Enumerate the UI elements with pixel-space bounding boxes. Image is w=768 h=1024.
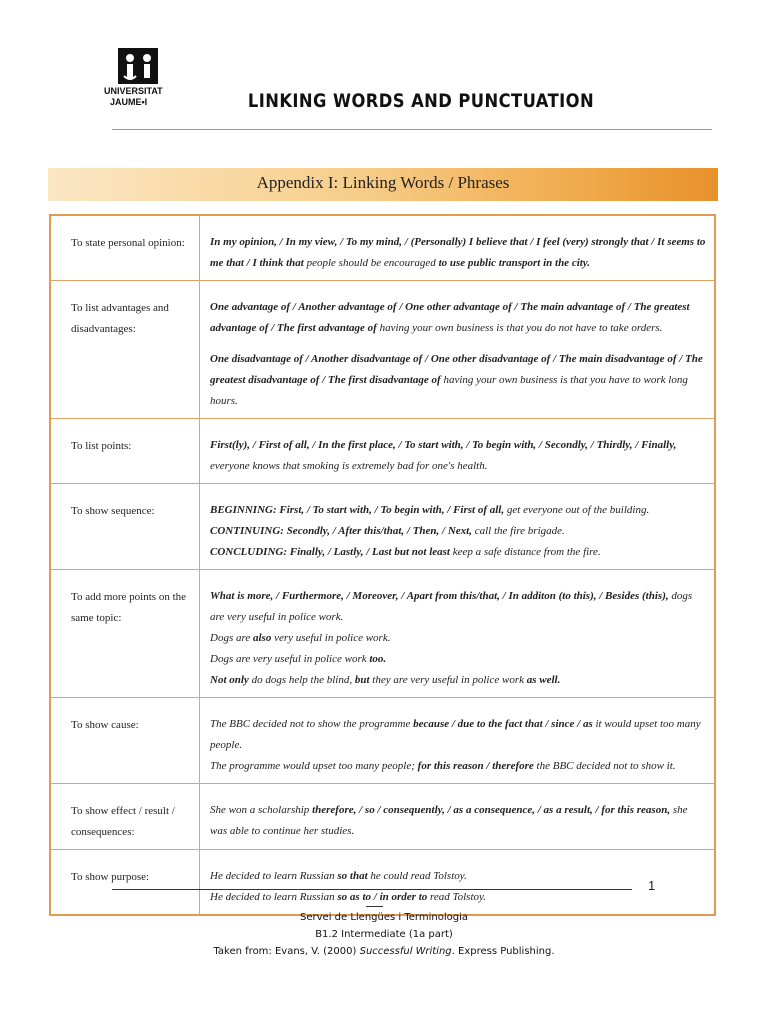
example-line bbox=[210, 435, 706, 477]
category-label: To state personal opinion: bbox=[50, 215, 200, 281]
example-text: read Tolstoy. bbox=[427, 891, 487, 903]
university-logo bbox=[104, 46, 174, 118]
example-text: people should be encouraged bbox=[303, 257, 439, 269]
example-cell bbox=[200, 698, 716, 784]
linking-phrase: CONTINUING: Secondly, / After this/that, / Then, / Next, bbox=[210, 525, 472, 537]
table-row bbox=[50, 281, 715, 419]
example-text: dogs are very useful in police work. bbox=[210, 590, 693, 623]
example-text: He decided to learn Russian bbox=[210, 891, 338, 903]
example-line bbox=[210, 887, 706, 908]
logo-line-2: JAUME•I bbox=[110, 97, 148, 107]
category-label: To list advantages and disadvantages: bbox=[50, 281, 200, 419]
footer-divider bbox=[112, 889, 632, 890]
example-cell bbox=[200, 215, 716, 281]
table-row bbox=[50, 784, 715, 850]
category-label: To list points: bbox=[50, 419, 200, 484]
page-number: 1 bbox=[648, 878, 656, 893]
footer-source bbox=[0, 946, 768, 957]
linking-phrase: One disadvantage of / Another disadvantage of / One other disadvantage of / The main disadvantage of / The greatest disadvantage of / The first disadvantage of bbox=[210, 353, 703, 386]
example-line bbox=[210, 866, 706, 887]
table-row bbox=[50, 698, 715, 784]
example-line bbox=[210, 756, 706, 777]
linking-phrase: for this reason / therefore bbox=[417, 760, 534, 772]
example-text: He decided to learn Russian bbox=[210, 870, 338, 882]
example-cell bbox=[200, 484, 716, 570]
example-line bbox=[210, 586, 706, 628]
linking-phrase: CONCLUDING: Finally, / Lastly, / Last but not least bbox=[210, 546, 450, 558]
logo-line-1: UNIVERSITAT bbox=[104, 86, 163, 96]
example-text: The BBC decided not to show the programme bbox=[210, 718, 414, 730]
footer-short-divider bbox=[366, 906, 383, 907]
linking-phrase: but bbox=[354, 674, 370, 686]
example-text: get everyone out of the building. bbox=[504, 504, 650, 516]
appendix-banner bbox=[48, 168, 718, 201]
example-line bbox=[210, 349, 706, 412]
example-text: very useful in police work. bbox=[271, 632, 391, 644]
example-text: he could read Tolstoy. bbox=[367, 870, 467, 882]
linking-phrase: too. bbox=[369, 653, 387, 665]
category-label: To show sequence: bbox=[50, 484, 200, 570]
footer-department: Servei de Llengües i Terminologia bbox=[300, 912, 468, 923]
linking-phrase: to use public transport in the city. bbox=[438, 257, 591, 269]
university-logo-icon bbox=[116, 46, 160, 86]
example-line bbox=[210, 649, 706, 670]
category-label: To show purpose: bbox=[50, 850, 200, 916]
example-text: they are very useful in police work bbox=[369, 674, 527, 686]
footer-source-suffix: . Express Publishing. bbox=[451, 946, 555, 957]
example-text: do dogs help the blind, bbox=[248, 674, 355, 686]
linking-phrase: therefore, / so / consequently, / as a consequence, / as a result, / for this reason, bbox=[312, 804, 671, 816]
example-text: keep a safe distance from the fire. bbox=[449, 546, 601, 558]
example-text: Dogs are very useful in police work bbox=[210, 653, 370, 665]
example-text: the BBC decided not to show it. bbox=[533, 760, 676, 772]
header-divider bbox=[112, 129, 712, 130]
example-line bbox=[210, 232, 706, 274]
example-text: Dogs are bbox=[210, 632, 253, 644]
example-line bbox=[210, 500, 706, 521]
table-row bbox=[50, 419, 715, 484]
linking-phrase: so that bbox=[337, 870, 368, 882]
example-text: She won a scholarship bbox=[210, 804, 313, 816]
linking-phrase: also bbox=[252, 632, 272, 644]
linking-phrase: First(ly), / First of all, / In the first place, / To start with, / To begin with, / Secondly, / Thirdly, / Finally, bbox=[210, 439, 677, 451]
linking-phrase: BEGINNING: First, / To start with, / To begin with, / First of all, bbox=[210, 504, 505, 516]
linking-phrase: In my opinion, / In my view, / To my mind, / (Personally) I believe that / I feel (very) strongly that / It seems to me that / I think that bbox=[210, 236, 706, 269]
linking-phrase: Not only bbox=[210, 674, 249, 686]
university-logo-text bbox=[104, 86, 176, 108]
example-text: call the fire brigade. bbox=[471, 525, 565, 537]
document-title: LINKING WORDS AND PUNCTUATION bbox=[247, 90, 595, 112]
linking-phrase: What is more, / Furthermore, / Moreover, / Apart from this/that, / In additon (to this), / Besides (this), bbox=[210, 590, 669, 602]
example-text: having your own business is that you have to work long hours. bbox=[210, 374, 688, 407]
linking-words-table-body bbox=[50, 215, 715, 915]
linking-phrase: because / due to the fact that / since / as bbox=[413, 718, 593, 730]
footer-source-prefix: Taken from: Evans, V. (2000) bbox=[213, 946, 360, 957]
footer-course: B1.2 Intermediate (1a part) bbox=[315, 929, 453, 940]
category-label: To show cause: bbox=[50, 698, 200, 784]
example-text: it would upset too many people. bbox=[210, 718, 701, 751]
linking-phrase: One advantage of / Another advantage of / One other advantage of / The main advantage of / The greatest advantage of / The first advantage of bbox=[210, 301, 690, 334]
example-line bbox=[210, 628, 706, 649]
example-text: having your own business is that you do not have to take orders. bbox=[376, 322, 663, 334]
example-line bbox=[210, 521, 706, 542]
example-cell bbox=[200, 850, 716, 916]
example-cell bbox=[200, 419, 716, 484]
example-text: she was able to continue her studies. bbox=[210, 804, 688, 837]
footer-source-book-title: Successful Writing bbox=[359, 946, 452, 957]
appendix-title: Appendix I: Linking Words / Phrases bbox=[256, 173, 510, 192]
table-row bbox=[50, 215, 715, 281]
example-text: The programme would upset too many people; bbox=[210, 760, 418, 772]
example-line bbox=[210, 800, 706, 842]
example-line bbox=[210, 297, 706, 339]
example-line bbox=[210, 670, 706, 691]
example-line bbox=[210, 714, 706, 756]
table-row bbox=[50, 484, 715, 570]
example-cell bbox=[200, 570, 716, 698]
example-cell bbox=[200, 784, 716, 850]
example-text: everyone knows that smoking is extremely bad for one's health. bbox=[210, 460, 488, 472]
table-row bbox=[50, 570, 715, 698]
linking-phrase: so as to / in order to bbox=[337, 891, 428, 903]
example-cell bbox=[200, 281, 716, 419]
category-label: To add more points on the same topic: bbox=[50, 570, 200, 698]
example-line bbox=[210, 542, 706, 563]
linking-phrase: as well. bbox=[526, 674, 561, 686]
linking-words-table bbox=[49, 214, 716, 916]
category-label: To show effect / result / consequences: bbox=[50, 784, 200, 850]
